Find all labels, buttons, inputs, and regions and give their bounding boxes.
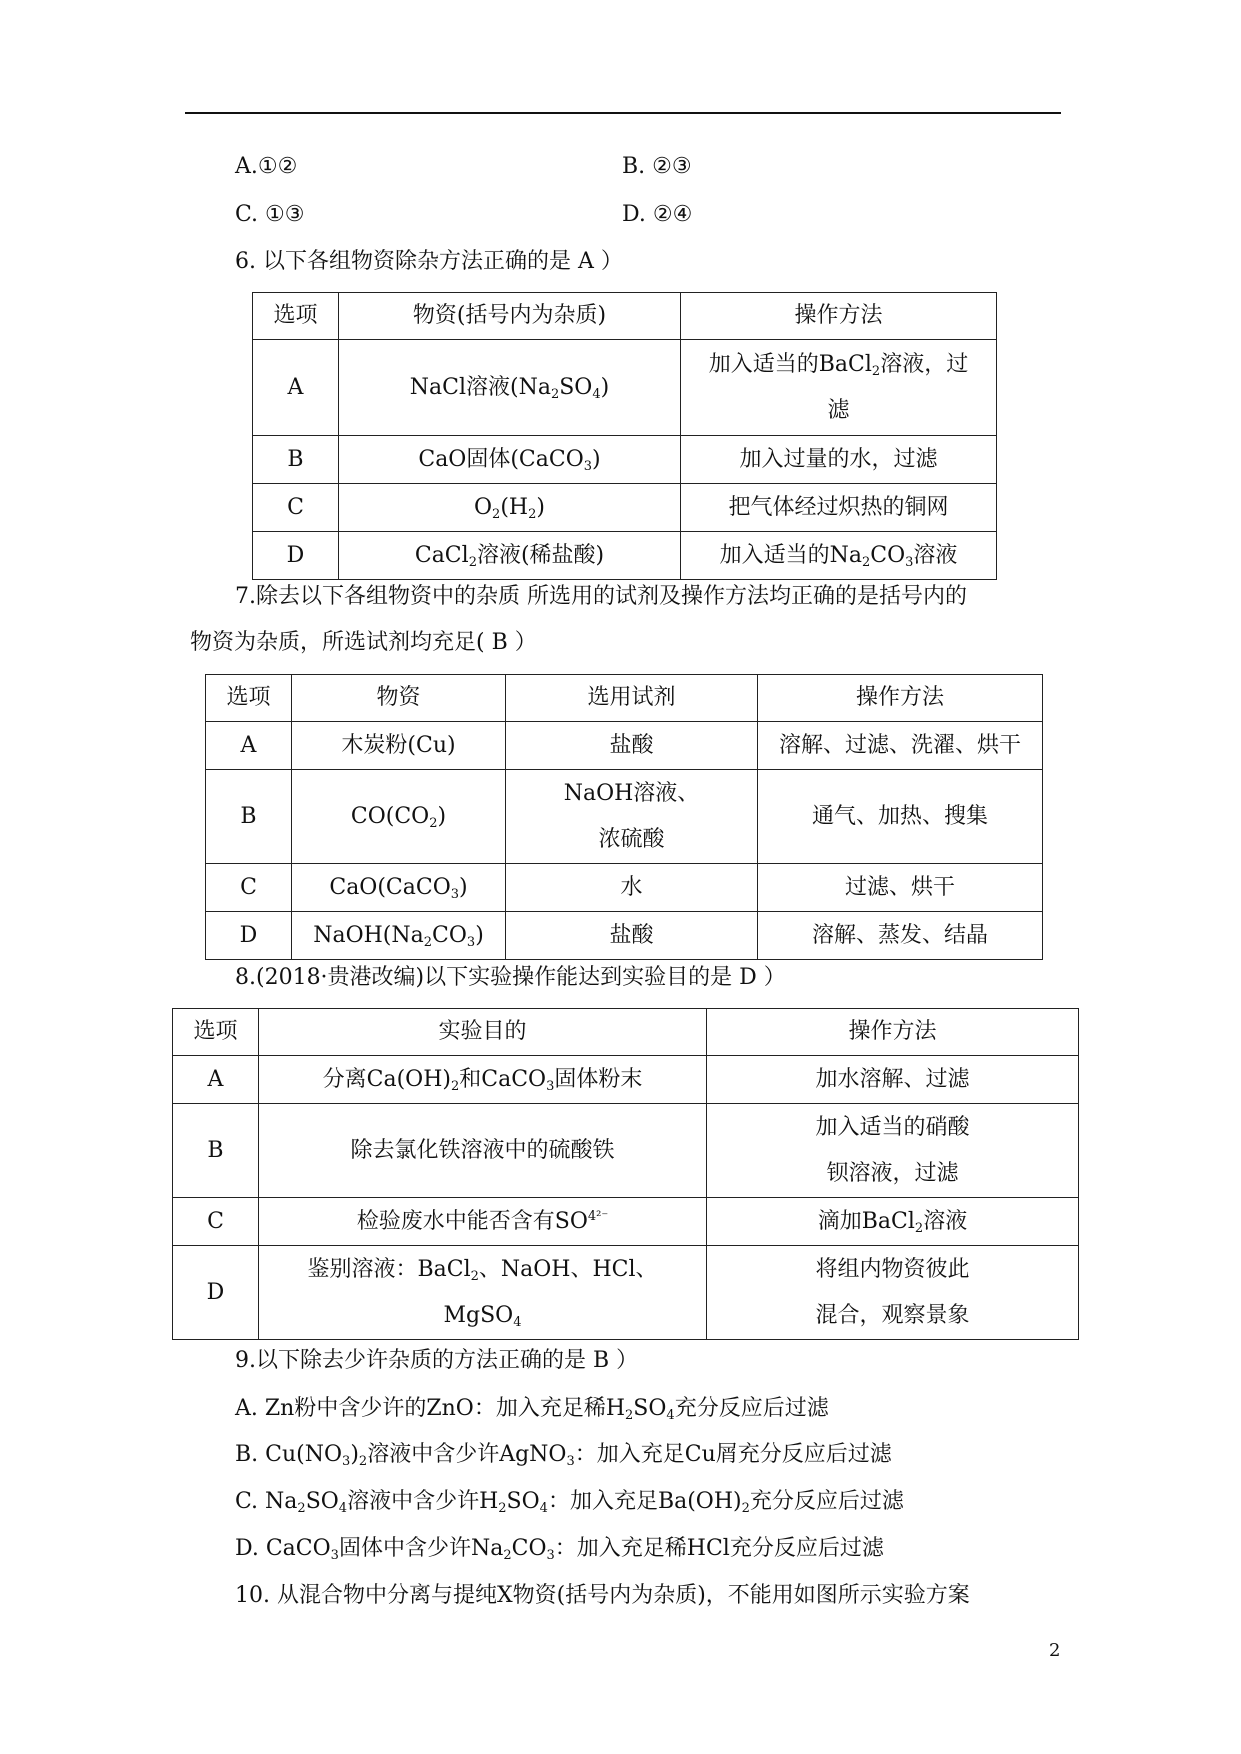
q6-row-c-material: $O_2(H_2)$ <box>339 484 681 532</box>
q8-header-method: 操作方法 <box>707 1009 1079 1056</box>
q8-row-c-method: 滴加BaCl$_2$溶液 <box>707 1198 1079 1246</box>
q8-row-b-method: 加入适当的硝酸 钡溶液，过滤 <box>707 1104 1079 1198</box>
q7-row-a-option: A <box>206 722 292 770</box>
q8-row-d-option: D <box>173 1246 259 1340</box>
q10-stem: 10. 从混合物中分离与提纯X物资(括号内为杂质)，不能用如图所示实验方案 <box>235 1583 970 1608</box>
q6-row-a-method: 加入适当的BaCl$_2$溶液，过 滤 <box>681 340 997 436</box>
q6-row-a-option: A <box>253 340 339 436</box>
q7-row-a-method: 溶解、过滤、洗濯、烘干 <box>758 722 1043 770</box>
q6-row-d-method: 加入适当的$Na_2CO_3$溶液 <box>681 532 997 580</box>
q6-row-d-material: CaCl$_2$溶液(稀盐酸) <box>339 532 681 580</box>
q8-row-a-option: A <box>173 1056 259 1104</box>
q9-option-c: C. $Na_2SO_4$溶液中含少许$H_2SO_4$：加入充足$Ba(OH)_2$充分反应后过滤 <box>235 1489 904 1516</box>
q6-header-option: 选项 <box>253 293 339 340</box>
q8-row-d-method: 将组内物资彼此 混合，观察景象 <box>707 1246 1079 1340</box>
q8-row-c-goal: 检验废水中能否含有$SO^{4^{2-}}$ <box>259 1198 707 1246</box>
q9-option-d: D. CaCO$_3$固体中含少许$Na_2CO_3$：加入充足稀HCl充分反应后过滤 <box>235 1536 884 1563</box>
q7-row-c-option: C <box>206 864 292 912</box>
q9-stem: 9.以下除去少许杂质的方法正确的是 B ） <box>235 1348 639 1373</box>
q6-stem: 6. 以下各组物资除杂方法正确的是 A ） <box>235 249 623 274</box>
q9-option-b: B. $Cu(NO_3)_2$溶液中含少许AgNO$_3$：加入充足Cu屑充分反应后过滤 <box>235 1442 892 1469</box>
q7-row-c-reagent: 水 <box>506 864 758 912</box>
q6-row-b-option: B <box>253 436 339 484</box>
q7-row-b-option: B <box>206 770 292 864</box>
q7-row-b-reagent: NaOH溶液、 浓硫酸 <box>506 770 758 864</box>
q7-row-a-reagent: 盐酸 <box>506 722 758 770</box>
q7-header-material: 物资 <box>292 675 506 722</box>
q6-row-b-method: 加入过量的水，过滤 <box>681 436 997 484</box>
q6-row-a-material: NaCl溶液$(Na_2SO_4)$ <box>339 340 681 436</box>
q6-row-c-option: C <box>253 484 339 532</box>
q5-option-c: C. ①③ <box>235 202 305 227</box>
header-rule <box>185 112 1061 114</box>
q8-table <box>172 1008 1079 1340</box>
q7-table <box>205 674 1043 960</box>
q7-stem-line2: 物资为杂质，所选试剂均充足( B ） <box>190 630 537 655</box>
q7-stem-line1: 7.除去以下各组物资中的杂质 所选用的试剂及操作方法均正确的是括号内的 <box>235 584 967 609</box>
q7-row-d-method: 溶解、蒸发、结晶 <box>758 912 1043 960</box>
q8-stem: 8.(2018·贵港改编)以下实验操作能达到实验目的是 D ） <box>235 965 786 990</box>
q5-option-b: B. ②③ <box>622 154 692 179</box>
q8-row-b-goal: 除去氯化铁溶液中的硫酸铁 <box>259 1104 707 1198</box>
q7-header-reagent: 选用试剂 <box>506 675 758 722</box>
q6-row-b-material: CaO固体(CaCO$_3$) <box>339 436 681 484</box>
q7-row-a-material: 木炭粉(Cu) <box>292 722 506 770</box>
q8-row-a-method: 加水溶解、过滤 <box>707 1056 1079 1104</box>
q6-row-c-method: 把气体经过炽热的铜网 <box>681 484 997 532</box>
q7-header-method: 操作方法 <box>758 675 1043 722</box>
page-number: 2 <box>1049 1640 1061 1661</box>
q7-row-b-method: 通气、加热、搜集 <box>758 770 1043 864</box>
q9-option-a: A. Zn粉中含少许的ZnO：加入充足稀$H_2SO_4$充分反应后过滤 <box>235 1396 829 1423</box>
q8-header-goal: 实验目的 <box>259 1009 707 1056</box>
q8-row-c-option: C <box>173 1198 259 1246</box>
q6-table <box>252 292 997 580</box>
q6-header-material: 物资(括号内为杂质) <box>339 293 681 340</box>
q8-row-d-goal: 鉴别溶液：BaCl$_2$、NaOH、HCl、 MgSO$_4$ <box>259 1246 707 1340</box>
q5-option-d: D. ②④ <box>622 202 693 227</box>
q8-row-b-option: B <box>173 1104 259 1198</box>
q8-row-a-goal: 分离$Ca(OH)_2$和CaCO$_3$固体粉末 <box>259 1056 707 1104</box>
q8-header-option: 选项 <box>173 1009 259 1056</box>
q7-row-d-material: $NaOH(Na_2CO_3)$ <box>292 912 506 960</box>
q5-option-a: A.①② <box>235 154 298 179</box>
q7-row-c-method: 过滤、烘干 <box>758 864 1043 912</box>
q7-row-c-material: CaO(CaCO$_3$) <box>292 864 506 912</box>
q6-row-d-option: D <box>253 532 339 580</box>
q6-header-method: 操作方法 <box>681 293 997 340</box>
q7-row-b-material: $CO(CO_2)$ <box>292 770 506 864</box>
q7-row-d-option: D <box>206 912 292 960</box>
q7-header-option: 选项 <box>206 675 292 722</box>
q7-row-d-reagent: 盐酸 <box>506 912 758 960</box>
